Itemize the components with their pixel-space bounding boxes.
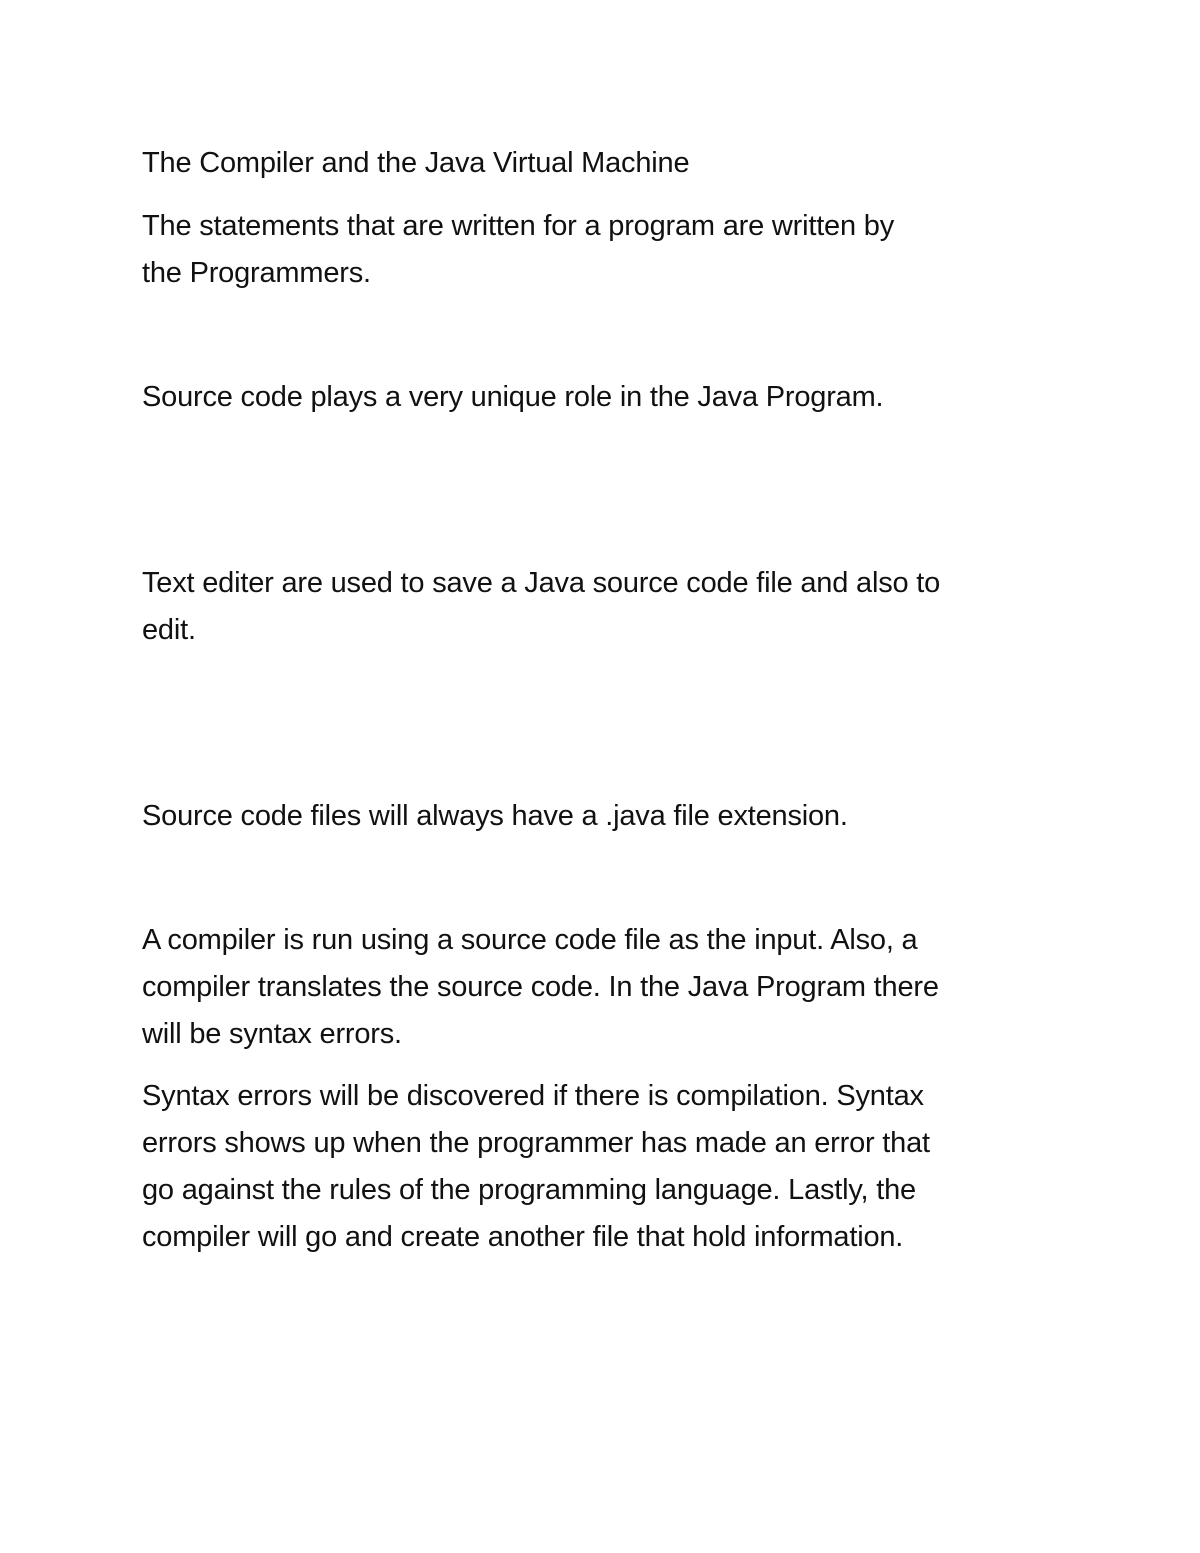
paragraph-text-editor: Text editer are used to save a Java source code file and also to edit. — [142, 567, 941, 646]
paragraph-file-extension: Source code files will always have a .java file extension. — [142, 800, 848, 832]
paragraph-programmers: The statements that are written for a program are written by the Programmers. — [142, 210, 894, 289]
paragraph-syntax-errors: Syntax errors will be discovered if there is compilation. Syntax errors shows up when the programmer has made an error that go against the rules of the programming language. Lastly, the compiler will go and create another file that hold information. — [142, 1080, 930, 1253]
document-title: The Compiler and the Java Virtual Machine — [142, 147, 690, 179]
paragraph-compiler: A compiler is run using a source code file as the input. Also, a compiler translates the source code. In the Java Program there will be syntax errors. — [142, 924, 939, 1050]
paragraph-source-code-role: Source code plays a very unique role in the Java Program. — [142, 381, 884, 413]
